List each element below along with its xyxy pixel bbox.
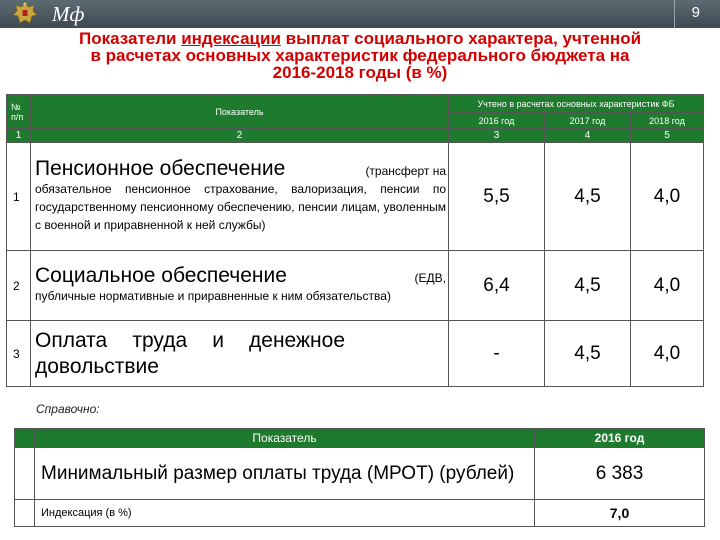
value-2016: 5,5 <box>449 143 545 251</box>
title-line3: 2016-2018 годы (в %) <box>272 63 448 82</box>
row-title: Пенсионное обеспечение <box>35 156 286 180</box>
year-header: 2017 год <box>545 113 631 129</box>
title-line1-post: выплат социального характера, учтенной <box>280 29 642 48</box>
ref-row-value: 6 383 <box>535 448 705 500</box>
ref-blank-cell <box>15 500 35 527</box>
table-row <box>15 448 705 500</box>
table-row <box>15 500 705 527</box>
col-indicator-header: Показатель <box>31 95 449 129</box>
row-detail: публичные нормативные и приравненные к ним обязательства) <box>35 288 391 303</box>
brand-logo-text: Мф <box>52 2 85 26</box>
row-title: Социальное обеспечение <box>35 263 287 287</box>
row-description <box>31 251 449 321</box>
col-number: 1 <box>7 129 31 143</box>
indexation-table <box>6 94 704 387</box>
row-description <box>31 143 449 251</box>
value-2017: 4,5 <box>545 321 631 387</box>
divider <box>674 0 675 28</box>
table-row <box>7 321 704 387</box>
col-number: 4 <box>545 129 631 143</box>
ref-corner <box>15 429 35 448</box>
row-detail-inline: (трансферт на <box>365 163 446 178</box>
col-number: 5 <box>631 129 704 143</box>
value-2018: 4,0 <box>631 321 704 387</box>
top-bar <box>0 0 720 28</box>
ref-col-year-header: 2016 год <box>535 429 705 448</box>
col-no-header: № п/п <box>7 95 31 129</box>
ref-row-label: Минимальный размер оплаты труда (МРОТ) (рублей) <box>35 448 535 500</box>
row-number: 1 <box>7 143 31 251</box>
row-detail: обязательное пенсионное страхование, валоризация, пенсии по государственному пенсионному обеспечению, пенсии лицам, уволенным с военной и приравненной к ней службы) <box>35 181 446 232</box>
value-2017: 4,5 <box>545 251 631 321</box>
table-row <box>7 251 704 321</box>
ref-row-value: 7,0 <box>535 500 705 527</box>
year-header: 2016 год <box>449 113 545 129</box>
value-2017: 4,5 <box>545 143 631 251</box>
ref-row-label: Индексация (в %) <box>35 500 535 527</box>
ref-col-indicator-header: Показатель <box>35 429 535 448</box>
row-number: 2 <box>7 251 31 321</box>
page-number: 9 <box>691 4 700 21</box>
title-line1-pre: Показатели <box>78 29 182 48</box>
reference-label: Справочно: <box>36 402 100 416</box>
row-number: 3 <box>7 321 31 387</box>
value-2016: - <box>449 321 545 387</box>
col-number: 3 <box>449 129 545 143</box>
year-header: 2018 год <box>631 113 704 129</box>
value-2016: 6,4 <box>449 251 545 321</box>
row-detail-inline: (ЕДВ, <box>414 270 446 285</box>
col-number: 2 <box>31 129 449 143</box>
coat-of-arms-icon <box>10 1 40 27</box>
reference-table <box>14 428 705 527</box>
group-header: Учтено в расчетах основных характеристик ФБ <box>449 95 704 113</box>
row-title: Оплата труда и денежное довольствие <box>35 328 345 378</box>
value-2018: 4,0 <box>631 143 704 251</box>
ref-blank-cell <box>15 448 35 500</box>
row-description <box>31 321 449 387</box>
title-line1-underlined: индексации <box>181 29 281 48</box>
value-2018: 4,0 <box>631 251 704 321</box>
title-line2: в расчетах основных характеристик федерального бюджета на <box>90 46 630 65</box>
slide-title <box>10 30 710 81</box>
table-row <box>7 143 704 251</box>
